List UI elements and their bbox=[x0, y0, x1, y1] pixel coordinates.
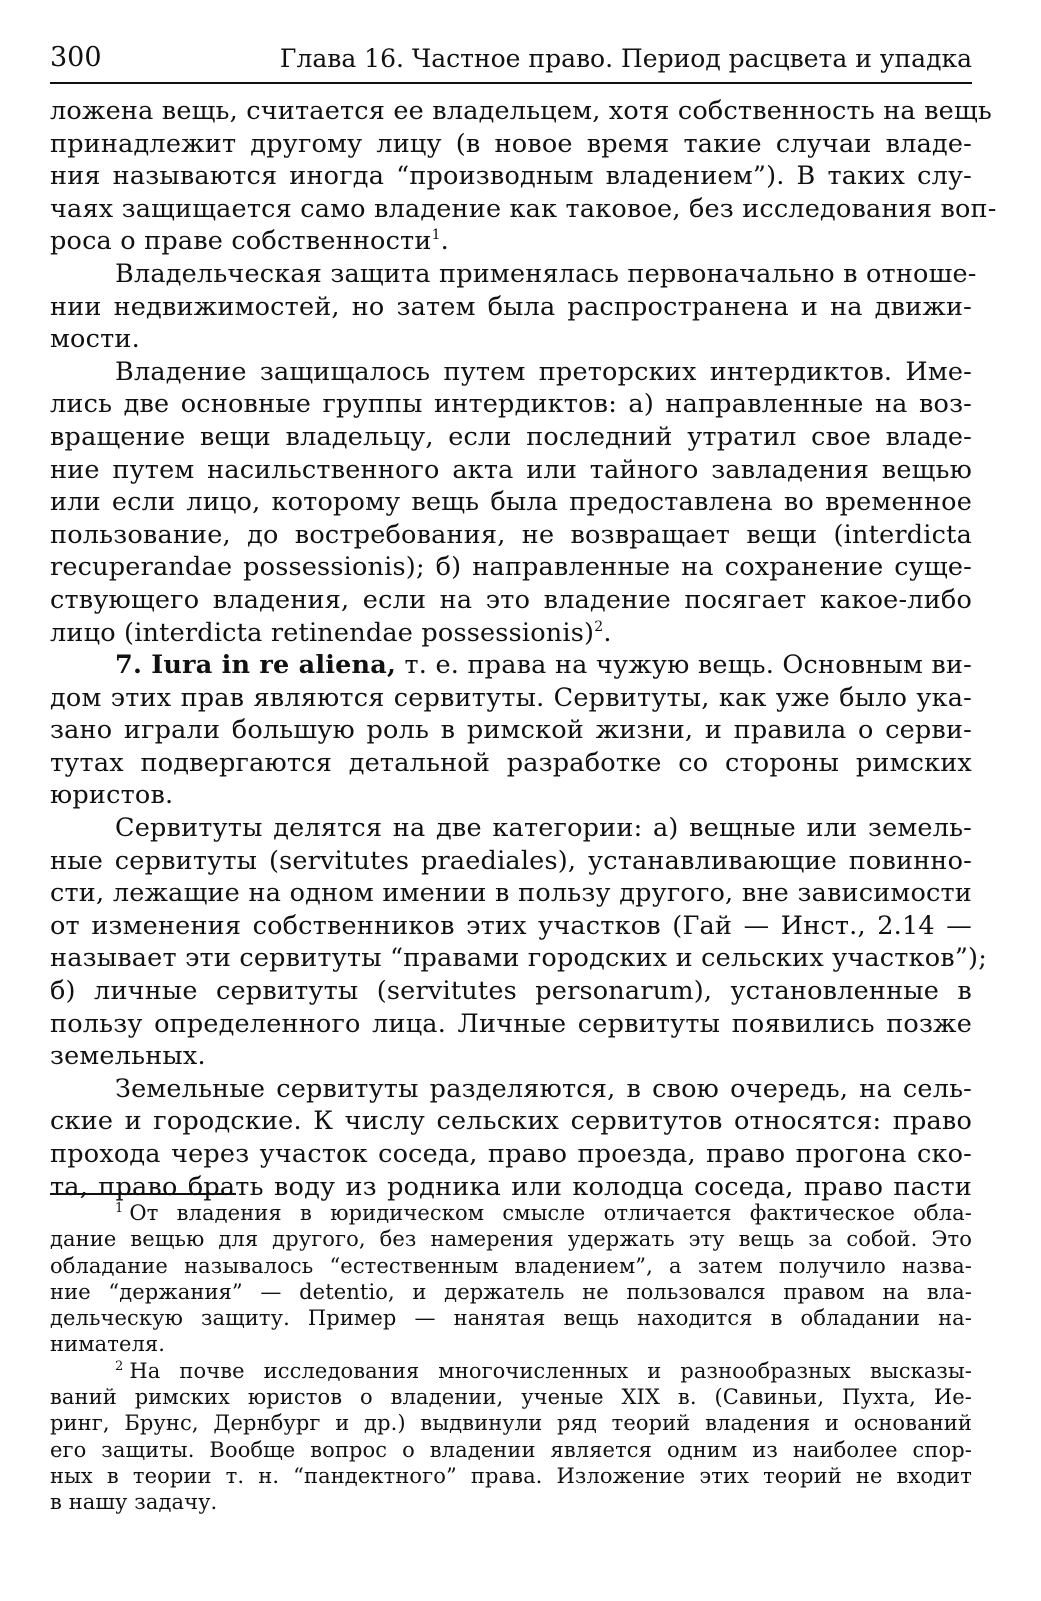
text-line: или если лицо, которому вещь была предоставлена во временное bbox=[50, 487, 972, 518]
text-line bbox=[50, 617, 972, 650]
text-fragment: лицо (interdicta retinendae possessionis) bbox=[50, 617, 595, 648]
text-line: тутах подвергаются детальной разработке со стороны римских bbox=[50, 747, 972, 778]
text-fragment: роса о праве собственности bbox=[50, 226, 432, 257]
main-text bbox=[50, 95, 997, 1203]
text-line: называет эти сервитуты “правами городских и сельских участков”); bbox=[50, 943, 988, 974]
text-line: б) личные сервитуты (servitutes personarum), установленные в bbox=[50, 976, 972, 1007]
text-line: Владельческая защита применялась первоначально в отноше- bbox=[115, 258, 977, 289]
text-line: ние путем насильственного акта или тайного завладения вещью bbox=[50, 454, 972, 485]
text-line bbox=[50, 225, 972, 258]
footnote-line: ных в теории т. н. “пандектного” права. Изложение этих теорий не входит bbox=[50, 1463, 972, 1488]
footnote-ref-1[interactable]: 1 bbox=[431, 227, 441, 244]
text-line: юристов. bbox=[50, 780, 174, 811]
text-line: recuperandae possessionis); б) направленные на сохранение суще- bbox=[50, 552, 972, 583]
footnote-mark-2: 2 bbox=[115, 1358, 124, 1374]
footnote-line: дание вещью для другого, без намерения удержать эту вещь за собой. Это bbox=[50, 1227, 972, 1252]
text-line: лись две основные группы интердиктов: а) направленные на воз- bbox=[50, 389, 972, 420]
text-line: дом этих прав являются сервитуты. Сервитуты, как уже было ука- bbox=[50, 682, 972, 713]
text-line: сти, лежащие на одном имении в пользу другого, вне зависимости bbox=[50, 878, 972, 909]
text-fragment: т. е. права на чужую вещь. Основным ви- bbox=[396, 650, 972, 681]
text-line: зано играли большую роль в римской жизни, и правила о серви- bbox=[50, 715, 972, 746]
footnote-divider bbox=[50, 1193, 236, 1195]
text-line: ские и городские. К числу сельских сервитутов относятся: право bbox=[50, 1106, 972, 1137]
footnote-line: его защиты. Вообще вопрос о владении является одним из наиболее спор- bbox=[50, 1437, 972, 1462]
footnote-line bbox=[50, 1200, 972, 1226]
text-line: ложена вещь, считается ее владельцем, хотя собственность на вещь bbox=[50, 96, 992, 126]
text-line: та, право брать воду из родника или колодца соседа, право пасти bbox=[50, 1171, 972, 1202]
footnote-line: ринг, Брунс, Дернбург и др.) выдвинули ряд теорий владения и оснований bbox=[50, 1411, 972, 1436]
running-head: Глава 16. Частное право. Период расцвета и упадка bbox=[279, 44, 972, 73]
footnote-mark-1: 1 bbox=[115, 1201, 124, 1216]
footnote-line: ние “держания” — detentio, и держатель не пользовался правом на вла- bbox=[50, 1279, 972, 1304]
text-line: пользу определенного лица. Личные сервитуты появились позже bbox=[50, 1008, 972, 1039]
text-line: земельных. bbox=[50, 1041, 206, 1072]
text-line: пользование, до востребования, не возвращает вещи (interdicta bbox=[50, 519, 972, 550]
text-line: принадлежит другому лицу (в новое время такие случаи владе- bbox=[50, 128, 972, 159]
text-line: Владение защищалось путем преторских интердиктов. Име- bbox=[115, 356, 972, 387]
text-line: ные сервитуты (servitutes praediales), устанавливающие повинно- bbox=[50, 845, 972, 876]
text-line: нии недвижимостей, но затем была распространена и на движи- bbox=[50, 291, 972, 322]
text-fragment: От владения в юридическом смысле отличается фактическое обла- bbox=[129, 1201, 972, 1225]
footnote-line bbox=[50, 1358, 972, 1384]
footnote-line: в нашу задачу. bbox=[50, 1490, 218, 1515]
punctuation: . bbox=[603, 617, 612, 648]
text-line bbox=[50, 649, 972, 682]
footnote-line: ваний римских юристов о владении, ученые XIX в. (Савиньи, Пухта, Ие- bbox=[50, 1385, 972, 1410]
page-number: 300 bbox=[50, 42, 102, 73]
page-header bbox=[50, 38, 972, 84]
footnotes bbox=[50, 1200, 972, 1516]
text-line: ствующего владения, если на это владение посягает какое-либо bbox=[50, 584, 972, 615]
text-line: вращение вещи владельцу, если последний утратил свое владе- bbox=[50, 421, 972, 452]
text-line: мости. bbox=[50, 324, 140, 355]
text-line: чаях защищается само владение как таковое, без исследования воп- bbox=[50, 193, 997, 224]
footnote-ref-2[interactable]: 2 bbox=[594, 618, 604, 635]
text-fragment: На почве исследования многочисленных и разнообразных высказы- bbox=[129, 1358, 972, 1383]
punctuation: . bbox=[440, 226, 449, 257]
text-line: прохода через участок соседа, право проезда, право прогона ско- bbox=[50, 1139, 972, 1169]
text-line: Сервитуты делятся на две категории: а) вещные или земель- bbox=[115, 813, 972, 844]
text-line: от изменения собственников этих участков (Гай — Инст., 2.14 — bbox=[50, 910, 972, 941]
footnote-line: нимателя. bbox=[50, 1332, 166, 1357]
footnote-line: дельческую защиту. Пример — нанятая вещь находится в обладании на- bbox=[50, 1306, 972, 1331]
text-line: ния называются иногда “производным владением”). В таких слу- bbox=[50, 161, 972, 192]
footnote-line: обладание называлось “естественным владением”, а затем получило назва- bbox=[50, 1253, 972, 1278]
text-line: Земельные сервитуты разделяются, в свою очередь, на сель- bbox=[115, 1073, 972, 1104]
section-heading: 7. Iura in re aliena, bbox=[115, 650, 397, 681]
